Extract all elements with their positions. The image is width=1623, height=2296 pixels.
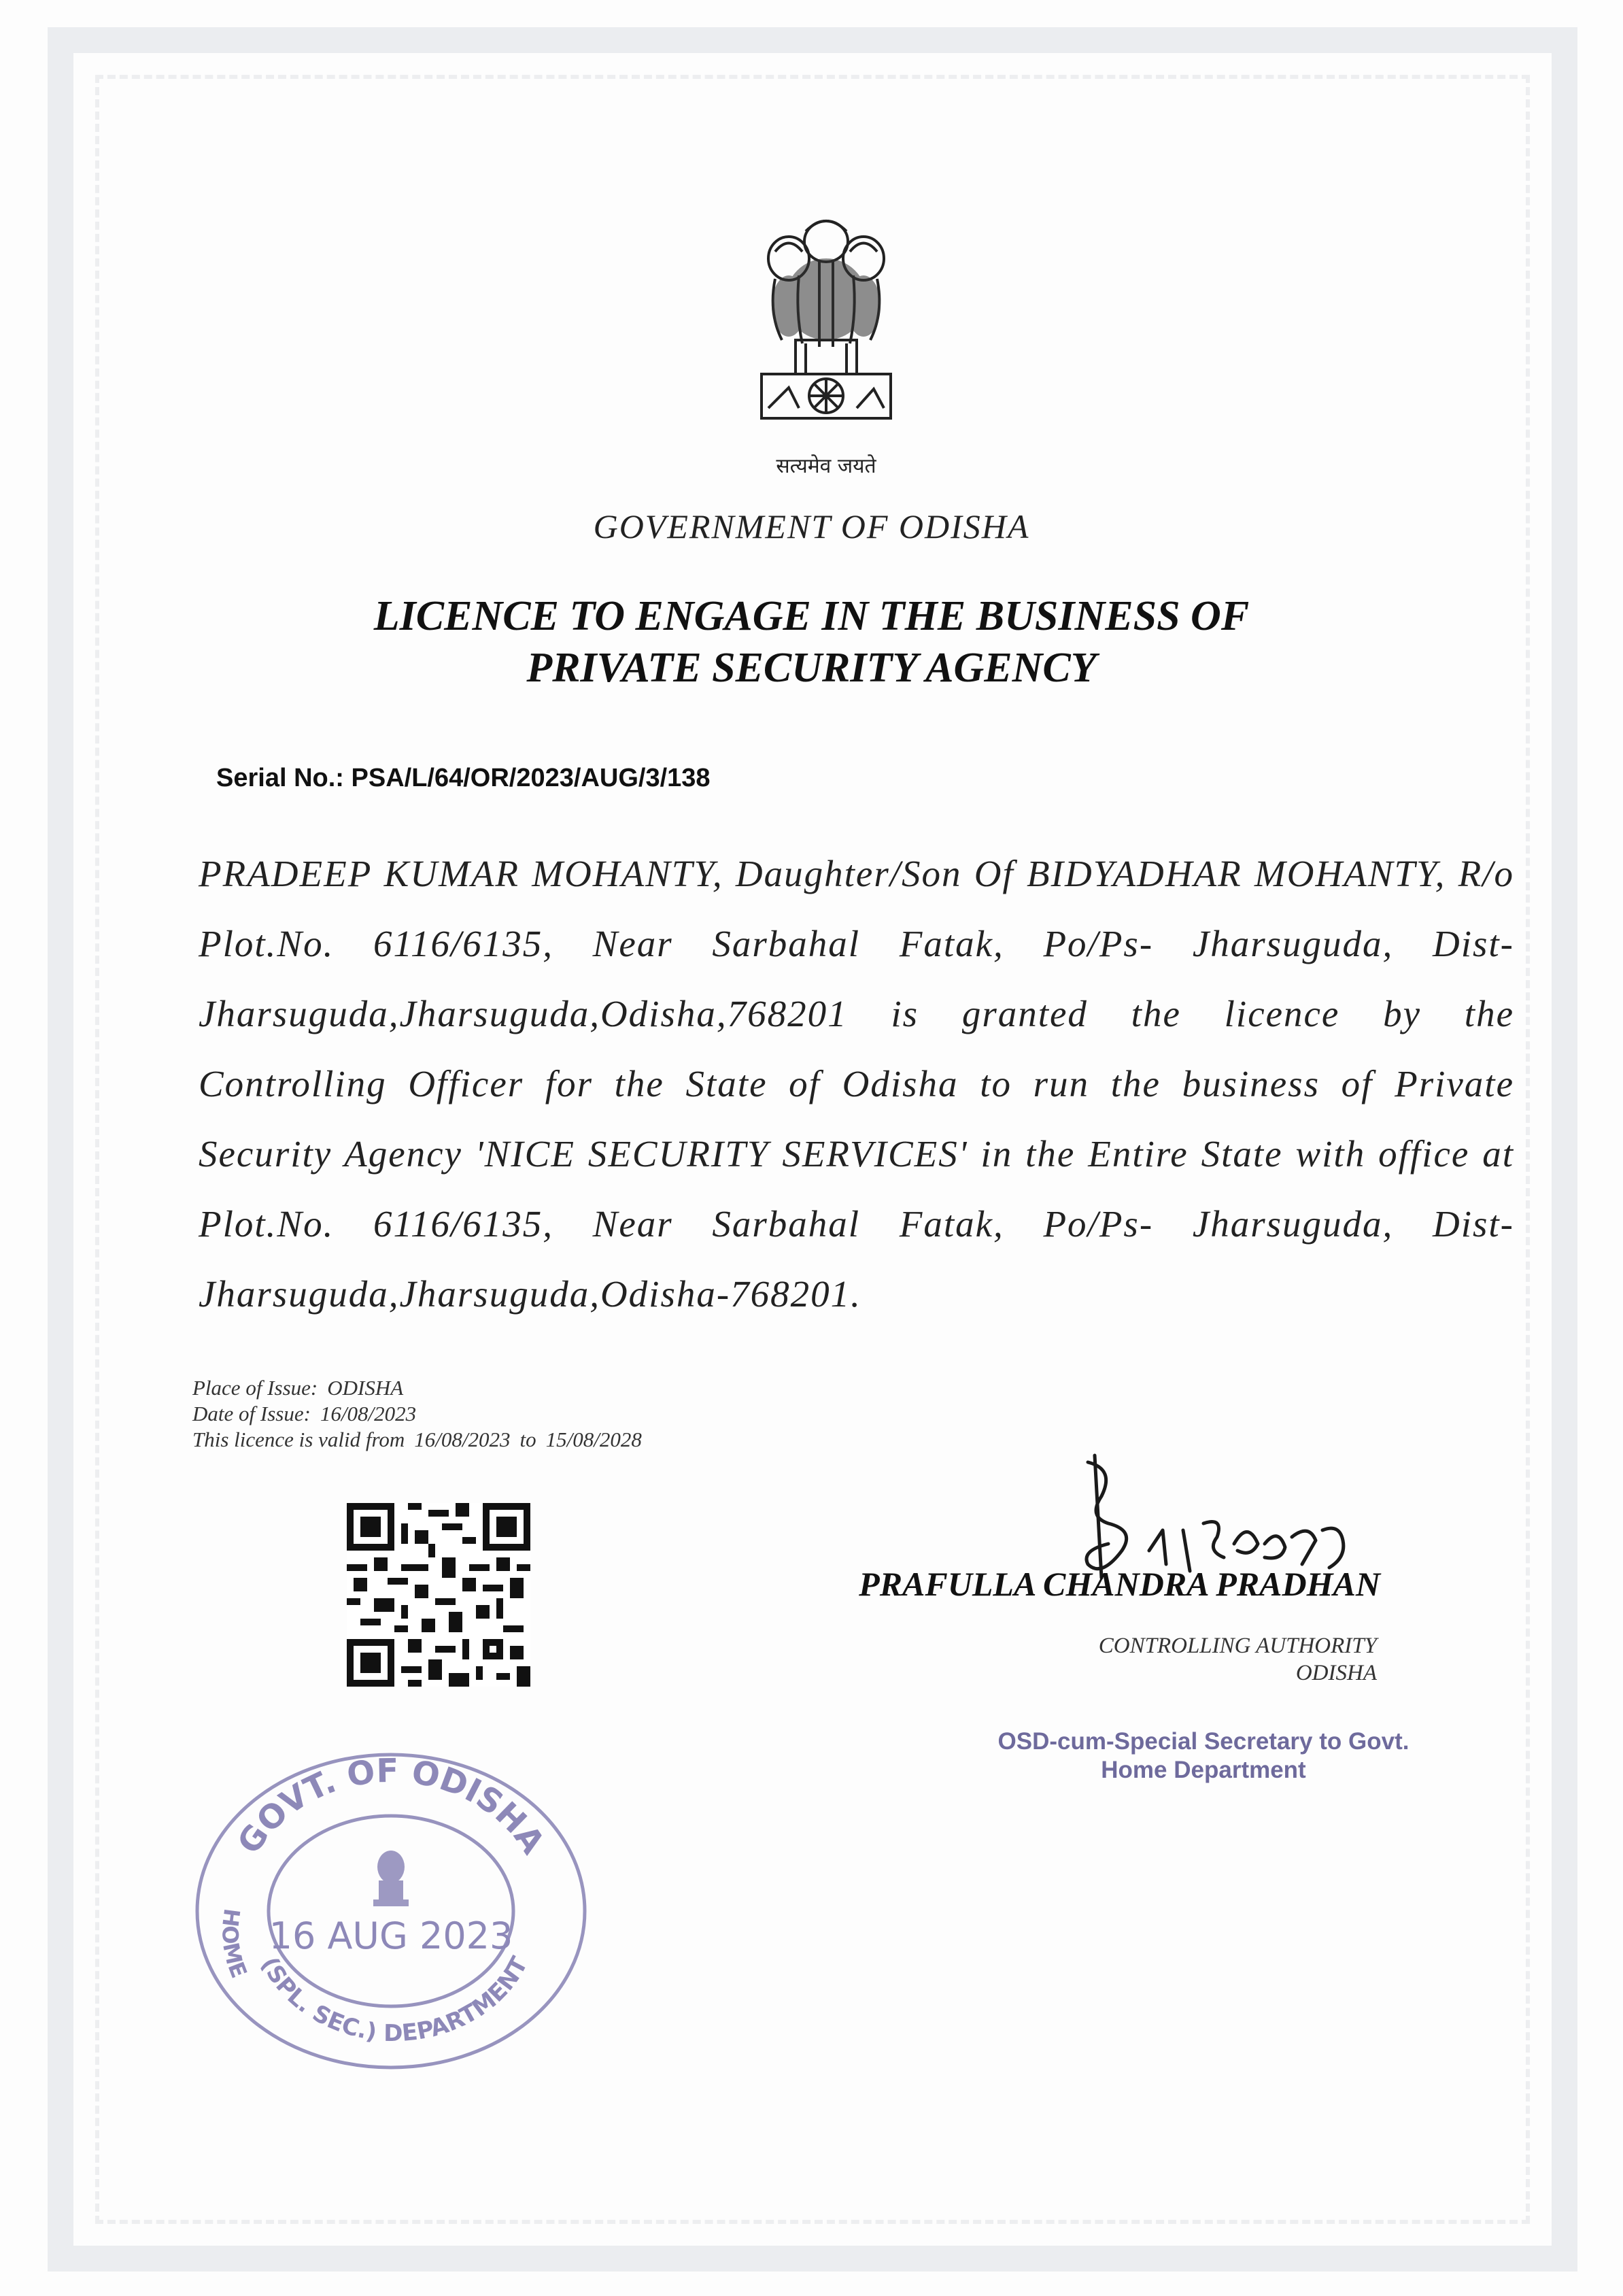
validity-join: to [519, 1428, 536, 1451]
authority-block [952, 1632, 1377, 1687]
valid-to: 15/08/2028 [545, 1428, 642, 1451]
government-stamp [180, 1741, 602, 2081]
validity-row [192, 1427, 651, 1453]
stamp-bottom-text: (SPL. SEC.) DEPARTMENT [255, 1952, 534, 2048]
valid-from: 16/08/2023 [414, 1428, 511, 1451]
place-of-issue-value: ODISHA [327, 1376, 404, 1400]
licence-title-line-1: LICENCE TO ENGAGE IN THE BUSINESS OF [373, 593, 1250, 639]
licence-title [0, 590, 1623, 694]
place-of-issue-row [192, 1375, 651, 1401]
government-title: GOVERNMENT OF ODISHA [593, 507, 1030, 545]
date-of-issue-row [192, 1401, 651, 1427]
date-of-issue-label: Date of Issue: [192, 1402, 311, 1425]
stamp-emblem-icon [373, 1851, 409, 1906]
stamp-top-text: GOVT. OF ODISHA [230, 1751, 552, 1861]
emblem-motto: सत्यमेव जयते [776, 454, 876, 478]
licence-body-text: PRADEEP KUMAR MOHANTY, Daughter/Son Of BIDYADHAR MOHANTY, R/o Plot.No. 6116/6135, Near Sarbahal Fatak, Po/Ps- Jharsuguda, Dist-Jharsuguda,Jharsuguda,Odisha,768201 is granted the licence by the Controlling Officer for the State of Odisha to run the business of Private Security Agency 'NICE SECURITY SERVICES' in the Entire State with office at Plot.No. 6116/6135, Near Sarbahal Fatak, Po/Ps- Jharsuguda, Dist-Jharsuguda,Jharsuguda,Odisha-768201. [199, 853, 1514, 1315]
national-emblem-icon [748, 204, 904, 490]
place-of-issue-label: Place of Issue: [192, 1376, 318, 1400]
serial-number-line [216, 764, 711, 793]
serial-label: Serial No.: [216, 764, 344, 792]
osd-line-2: Home Department [1101, 1757, 1306, 1783]
authority-state: ODISHA [1295, 1661, 1377, 1685]
stamp-date-text: 16 AUG 2023 [269, 1914, 513, 1957]
validity-label: This licence is valid from [192, 1428, 405, 1451]
qr-code-icon[interactable] [347, 1503, 530, 1687]
issue-details [192, 1375, 651, 1453]
date-of-issue-value: 16/08/2023 [320, 1402, 417, 1425]
osd-line-1: OSD-cum-Special Secretary to Govt. [997, 1728, 1410, 1755]
authority-title: CONTROLLING AUTHORITY [1098, 1634, 1377, 1658]
serial-number: PSA/L/64/OR/2023/AUG/3/138 [351, 764, 711, 792]
stamp-left-text: HOME [217, 1907, 252, 1982]
osd-designation-stamp [952, 1727, 1455, 1785]
licence-title-line-2: PRIVATE SECURITY AGENCY [526, 645, 1097, 691]
signatory-name: PRAFULLA CHANDRA PRADHAN [859, 1565, 1380, 1603]
